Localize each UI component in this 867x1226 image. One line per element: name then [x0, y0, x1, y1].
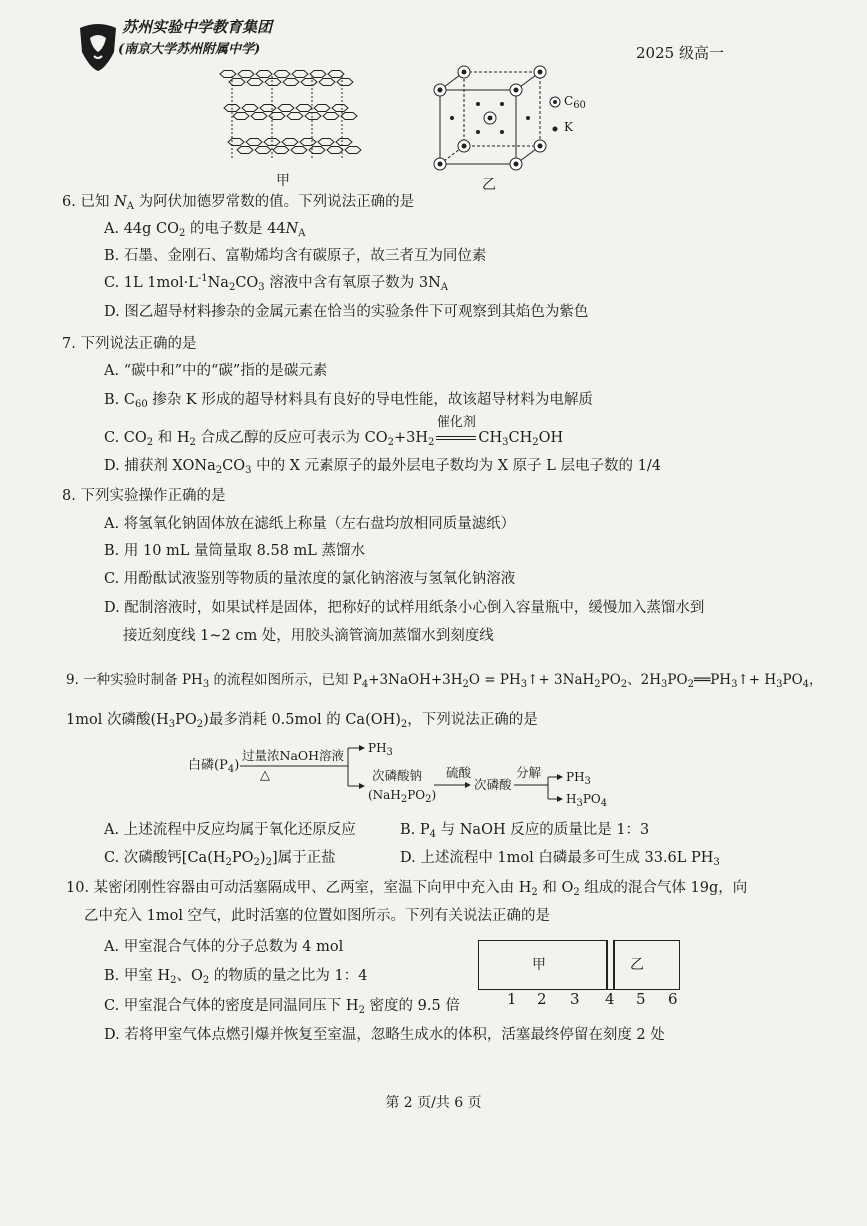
q10-option-b: B. 甲室 $H_2$、$O_2$ 的物质的量之比为 1：4 [104, 968, 368, 986]
graphite-hexagon [314, 105, 330, 112]
graphite-hexagon [309, 147, 325, 154]
flow-mid-1-formula: $(NaH_2PO_2)$ [368, 788, 437, 805]
scale-mark-4: 4 [605, 990, 615, 1008]
q9-option-b: B. $P_4$ 与 NaOH 反应的质量比是 1：3 [400, 822, 650, 840]
school-subname: (南京大学苏州附属中学) [118, 42, 261, 57]
k-atom [450, 116, 454, 120]
flow-mid-1: 次磷酸钠 [372, 768, 423, 783]
q8-option-a: A. 将氢氧化钠固体放在滤纸上称量（左右盘均放相同质量滤纸） [104, 516, 516, 532]
q7-option-d: D. 捕获剂 $XONa_2CO_3$ 中的 X 元素原子的最外层电子数均为 X 原子 L 层电子数的 1/4 [104, 458, 661, 476]
graphite-hexagon [337, 79, 353, 86]
q8-option-b: B. 用 10 mL 量筒量取 8.58 mL 蒸馏水 [104, 543, 366, 559]
q10-option-d: D. 若将甲室气体点燃引爆并恢复至室温，忽略生成水的体积，活塞最终停留在刻度 2 处 [104, 1027, 665, 1043]
q7-option-a: A. “碳中和”中的“碳”指的是碳元素 [104, 363, 328, 379]
graphite-hexagon [318, 139, 334, 146]
graphite-structure-figure [212, 62, 362, 174]
k-atom [500, 102, 504, 106]
q9-stem-line1: 9. 一种实验时制备 $PH_3$ 的流程如图所示，已知 $P_4+3NaOH+3H_2O$ = $PH_3↑+ 3NaH_2PO_2$、$2H_3PO_2══PH_3↑+ H_3PO_4$， [66, 672, 823, 690]
graphite-hexagon [228, 139, 244, 146]
q7-catalyst-label: 催化剂 [436, 415, 476, 430]
graphite-hexagon [246, 139, 262, 146]
flow-heat: △ [260, 768, 270, 783]
flow-reagent-2: 硫酸 [446, 765, 472, 780]
graphite-hexagon [242, 105, 258, 112]
graphite-hexagon [300, 139, 316, 146]
q7-option-b: B. $C_{60}$ 掺杂 K 形成的超导材料具有良好的导电性能，故该超导材料为电解质 [104, 392, 593, 410]
graphite-hexagon [287, 113, 303, 120]
graphite-hexagon [301, 79, 317, 86]
scale-mark-5: 5 [636, 990, 646, 1008]
graphite-hexagon [296, 105, 312, 112]
figure-label-jia: 甲 [276, 173, 290, 189]
q8-stem: 8. 下列实验操作正确的是 [62, 488, 226, 504]
graphite-hexagon [282, 139, 298, 146]
k-atom [500, 130, 504, 134]
scale-mark-2: 2 [537, 990, 547, 1008]
flow-mid-2: 次磷酸 [474, 777, 512, 792]
flow-out-1: $PH_3$ [566, 770, 591, 787]
chamber-yi-label: 乙 [630, 957, 644, 973]
k-atom [476, 102, 480, 106]
graphite-hexagon [283, 79, 299, 86]
q8-option-d-line1: D. 配制溶液时，如果试样是固体，把称好的试样用纸条小心倒入容量瓶中，缓慢加入蒸馏水到 [104, 600, 705, 616]
q6-option-b: B. 石墨、金刚石、富勒烯均含有碳原子，故三者互为同位素 [104, 248, 487, 264]
q9-option-c: C. 次磷酸钙$[Ca(H_2PO_2)_2]$属于正盐 [104, 850, 336, 868]
c60-ball-core [488, 116, 493, 121]
q9-stem-line2: 1mol 次磷酸$(H_3PO_2)$最多消耗 0.5mol 的 $Ca(OH)_2$，下列说法正确的是 [66, 712, 538, 730]
piston [606, 940, 615, 989]
graphite-hexagon [292, 71, 308, 78]
legend-k: K [564, 120, 573, 134]
q10-option-a: A. 甲室混合气体的分子总数为 4 mol [104, 939, 344, 955]
c60-ball-core [438, 88, 443, 93]
q10-option-c: C. 甲室混合气体的密度是同温同压下 $H_2$ 密度的 9.5 倍 [104, 998, 460, 1016]
graphite-hexagon [233, 113, 249, 120]
c60-ball-core [462, 70, 467, 75]
graphite-hexagon [220, 71, 236, 78]
c60-ball-core [538, 70, 543, 75]
q7-option-c: C. $CO_2$ 和 $H_2$ 合成乙醇的反应可表示为 $CO_2+3H_2$ 催化剂 $CH_3CH_2OH$ [104, 415, 564, 448]
graphite-hexagon [274, 71, 290, 78]
c60-ball-core [538, 144, 543, 149]
figure-label-yi: 乙 [482, 177, 496, 193]
q6-option-a: A. 44g $CO_2$ 的电子数是 $44N_A$ [104, 221, 306, 239]
graphite-hexagon [341, 113, 357, 120]
graphite-hexagon [332, 105, 348, 112]
q7-stem: 7. 下列说法正确的是 [62, 336, 197, 352]
graphite-hexagon [327, 147, 343, 154]
graphite-hexagon [260, 105, 276, 112]
graphite-hexagon [323, 113, 339, 120]
flow-product-ph3: $PH_3$ [368, 741, 393, 758]
flow-start: 白磷$(P_4)$ [188, 758, 240, 775]
school-name: 苏州实验中学教育集团 [122, 18, 273, 36]
graphite-hexagon [345, 147, 361, 154]
flow-out-2: $H_3PO_4$ [566, 792, 608, 809]
q6-option-c: C. 1L $1mol\cdot L^{-1}Na_2CO_3$ 溶液中含有氧原子数为 $3N_A$ [104, 273, 449, 293]
page-footer: 第 2 页/共 6 页 [385, 1095, 482, 1111]
graphite-hexagon [336, 139, 352, 146]
graphite-hexagon [247, 79, 263, 86]
graphite-hexagon [278, 105, 294, 112]
legend-c60: $C_{60}$ [564, 94, 586, 111]
school-logo-icon [76, 22, 120, 72]
scale-mark-3: 3 [570, 990, 580, 1008]
c60-ball-core [514, 162, 519, 167]
scale-mark-6: 6 [668, 990, 678, 1008]
c60-ball-core [462, 144, 467, 149]
graphite-hexagon [256, 71, 272, 78]
k-atom [476, 130, 480, 134]
q9-option-a: A. 上述流程中反应均属于氧化还原反应 [104, 822, 356, 838]
flow-reagent-1: 过量浓NaOH溶液 [242, 748, 345, 763]
q10-stem-line1: 10. 某密闭刚性容器由可动活塞隔成甲、乙两室，室温下向甲中充入由 $H_2$ 和 $O_2$ 组成的混合气体 19g，向 [66, 880, 748, 898]
graphite-hexagon [265, 79, 281, 86]
graphite-hexagon [305, 113, 321, 120]
graphite-hexagon [238, 71, 254, 78]
graphite-hexagon [251, 113, 267, 120]
graphite-hexagon [255, 147, 271, 154]
c60-crystal-figure [430, 62, 550, 174]
q9-option-d: D. 上述流程中 1mol 白磷最多可生成 33.6L $PH_3$ [400, 850, 720, 868]
graphite-hexagon [229, 79, 245, 86]
graphite-hexagon [319, 79, 335, 86]
q6-option-d: D. 图乙超导材料掺杂的金属元素在恰当的实验条件下可观察到其焰色为紫色 [104, 304, 589, 320]
q8-option-c: C. 用酚酞试液鉴别等物质的量浓度的氯化钠溶液与氢氧化钠溶液 [104, 571, 516, 587]
k-atom [526, 116, 530, 120]
graphite-hexagon [237, 147, 253, 154]
c60-ball-core [514, 88, 519, 93]
q6-stem: 6. 已知 $N_A$ 为阿伏加德罗常数的值。下列说法正确的是 [62, 194, 415, 212]
graphite-hexagon [291, 147, 307, 154]
piston-container [478, 940, 680, 990]
chamber-jia-label: 甲 [532, 957, 546, 973]
scale-mark-1: 1 [507, 990, 517, 1008]
q10-stem-line2: 乙中充入 1mol 空气，此时活塞的位置如图所示。下列有关说法正确的是 [84, 908, 551, 924]
graphite-hexagon [273, 147, 289, 154]
c60-ball-core [438, 162, 443, 167]
q8-option-d-line2: 接近刻度线 1~2 cm 处，用胶头滴管滴加蒸馏水到刻度线 [123, 628, 494, 644]
flow-reagent-3: 分解 [516, 765, 542, 780]
grade-label: 2025 级高一 [636, 44, 724, 62]
graphite-hexagon [269, 113, 285, 120]
k-legend-icon [552, 126, 558, 132]
c60-legend-icon [549, 96, 561, 108]
